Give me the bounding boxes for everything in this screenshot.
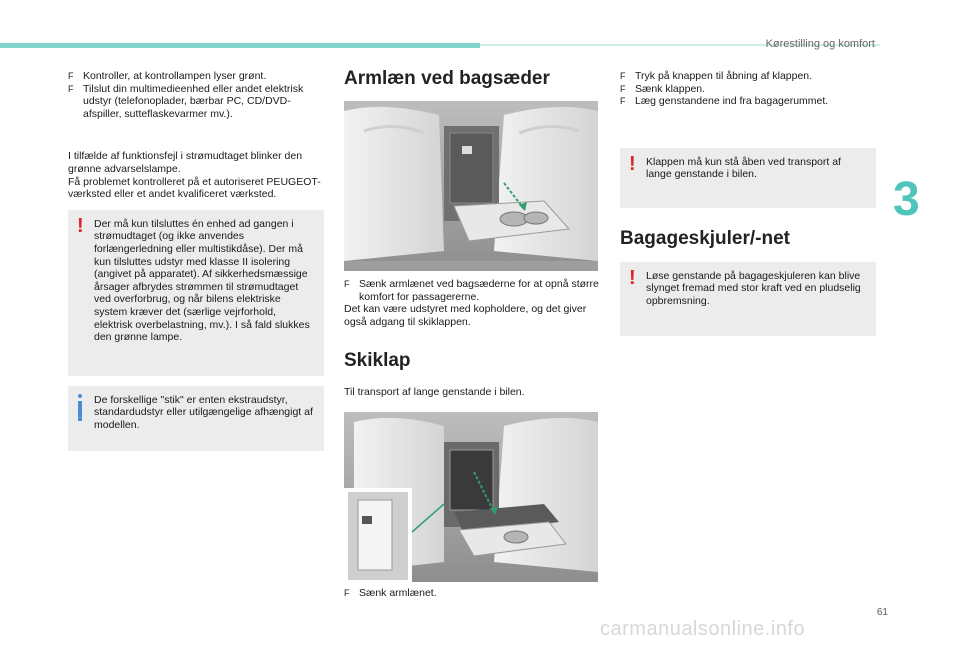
bullet-marker: F [344, 588, 350, 598]
warning-box [68, 210, 324, 376]
column-right [620, 70, 876, 336]
ski-section [344, 350, 600, 399]
warning-icon: ! [629, 152, 636, 175]
section-title: Kørestilling og komfort [765, 38, 875, 50]
bullet-marker: F [620, 96, 626, 107]
heading-ski-hatch: Skiklap [344, 350, 411, 371]
bullet-item: F Kontroller, at kontrollampen lyser grønt. [68, 70, 267, 82]
column-middle [344, 68, 600, 90]
paragraph: I tilfælde af funktionsfejl i strømudtaget blinker den grønne advarselslampe. [68, 150, 303, 175]
page-number: 61 [876, 607, 888, 618]
paragraph: Til transport af lange genstande i bilen. [344, 386, 525, 398]
warning-text: Klappen må kun stå åben ved transport af lange genstande i bilen. [646, 155, 841, 181]
heading-armrest: Armlæn ved bagsæder [344, 68, 550, 89]
warning-icon: ! [77, 214, 84, 237]
bullet-marker: F [620, 71, 626, 81]
warning-box [620, 262, 876, 336]
header-accent-bar [0, 43, 480, 48]
bullet-marker: F [68, 71, 74, 81]
bullet-item: F Sænk klappen. [620, 82, 706, 95]
info-icon [78, 394, 82, 422]
ski-hatch-photo [344, 412, 598, 582]
armrest-text [344, 278, 600, 328]
bullet-marker: F [344, 279, 350, 289]
column-left [68, 70, 324, 451]
info-text: De forskellige "stik" er enten ekstraudstyr, standardudstyr eller utilgængelige afhængigt af modellen. [94, 393, 313, 431]
warning-box [620, 148, 876, 208]
armrest-photo [344, 101, 598, 271]
warning-icon: ! [629, 266, 636, 289]
bullet-item: F Læg genstandene ind fra bagagerummet. [620, 95, 829, 108]
paragraph: Få problemet kontrolleret på et autoriseret PEUGEOT-værksted eller et andet kvalificeret værksted. [68, 175, 321, 201]
bullet-marker: F [620, 83, 626, 94]
ski-hatch-illustration [344, 412, 598, 582]
chapter-number: 3 [893, 173, 920, 226]
bullet-item: F Tilslut din multimedieenhed eller andet elektrisk udstyr (telefonoplader, bærbar PC, CD/DVD-afspiller, sutteflaskevarmer mv.). [68, 82, 304, 120]
bullet-item: F Tryk på knappen til åbning af klappen. [620, 70, 813, 82]
watermark: carmanualsonline.info [600, 618, 806, 640]
bullet-marker: F [68, 83, 74, 94]
warning-text: Der må kun tilsluttes én enhed ad gangen i strømudtaget (og ikke anvendes forlængerledning eller multistikdåse). Der må kun tilsluttes udstyr med klasse II isolering (angivet på apparatet). Af sikkerhedsmæssige årsager afbrydes strømmen til strømudtaget ved overforbrug, og når bilens elektriske system kræver det (særlige vejrforhold, elektrisk overbelastning, mv.). I så fald slukkes den grønne lampe. [94, 217, 310, 344]
bullet-item: F Sænk armlænet ved bagsæderne for at opnå større komfort for passagererne. [344, 278, 599, 303]
heading-luggage-cover: Bagageskjuler/-net [620, 227, 790, 249]
ski-text [344, 587, 600, 600]
paragraph: Det kan være udstyret med kopholdere, og det giver også adgang til skiklappen. [344, 303, 587, 328]
info-box [68, 386, 324, 451]
warning-text: Løse genstande på bagageskjuleren kan blive slynget fremad med stor kraft ved en pludselig opbremsning. [646, 269, 861, 307]
bullet-item: F Sænk armlænet. [344, 587, 437, 599]
armrest-illustration [344, 101, 598, 271]
